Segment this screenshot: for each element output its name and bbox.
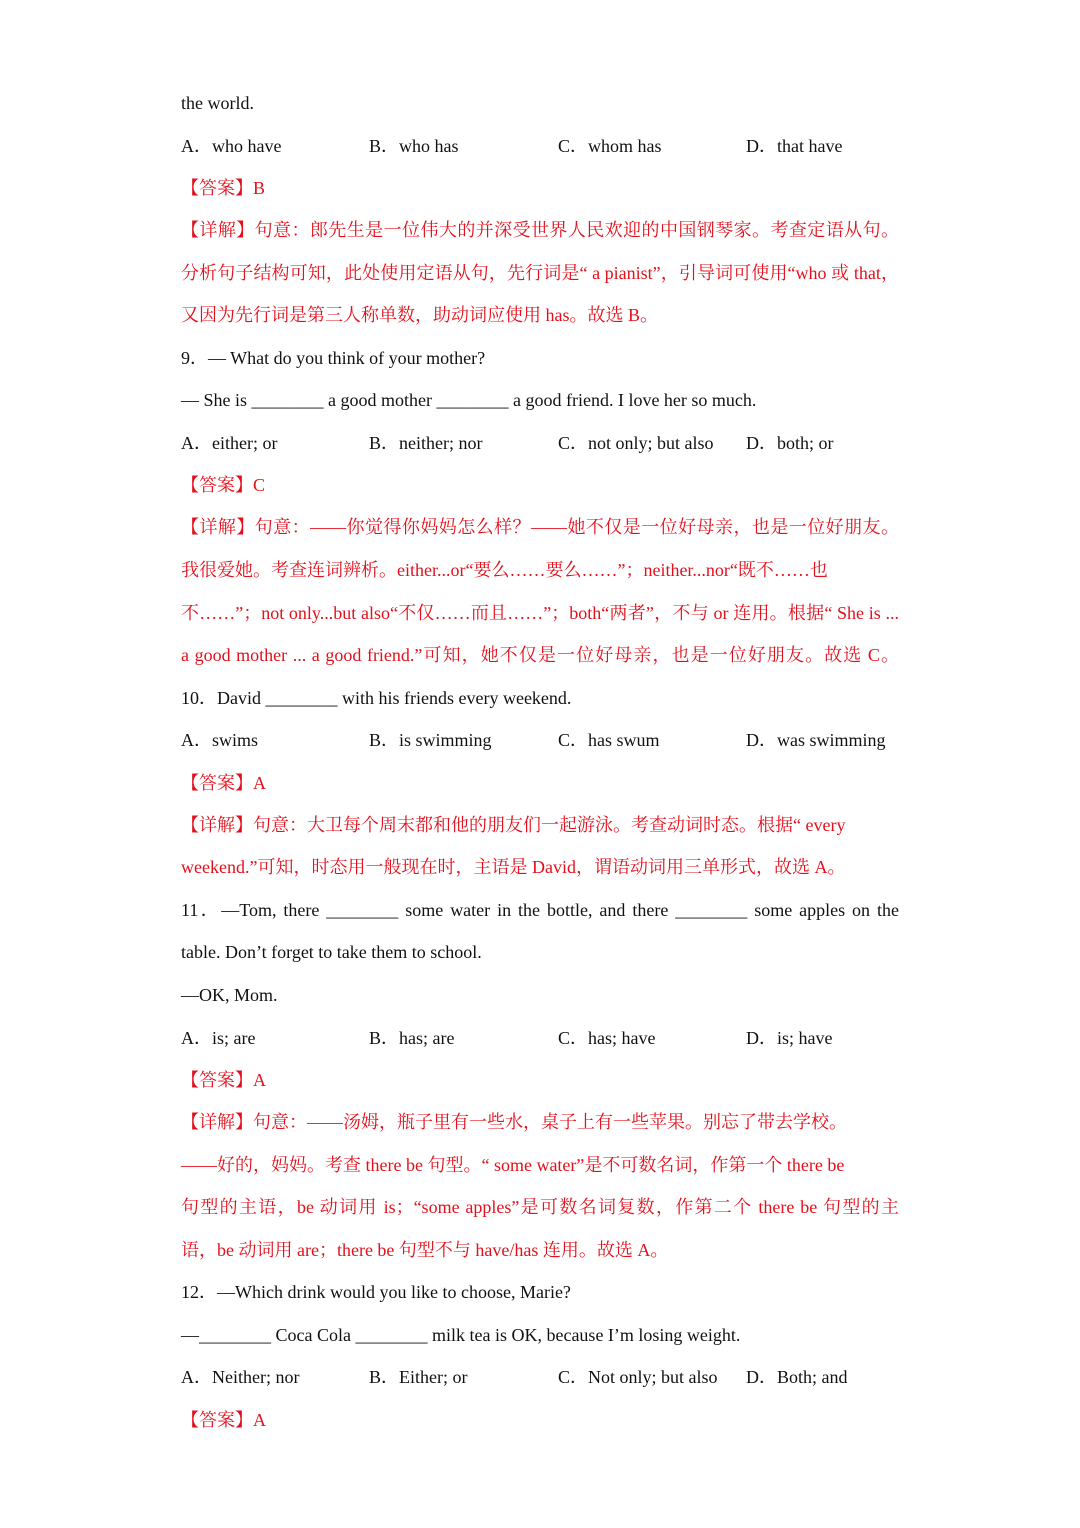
q11-stem-line: table. Don’t forget to take them to school.: [181, 942, 482, 962]
q11-detail-line: 句型的主语，be 动词用 is；“some apples”是可数名词复数，作第二个 there be 句型的主: [181, 1197, 899, 1217]
q12-stem-line: —________ Coca Cola ________ milk tea is OK, because I’m losing weight.: [181, 1325, 741, 1345]
q11-option-c: C．has; have: [558, 1028, 656, 1048]
q8-option-d: D．that have: [746, 136, 843, 156]
q12-answer: 【答案】A: [181, 1410, 266, 1430]
q11-option-b: B．has; are: [369, 1028, 455, 1048]
q11-detail-line: ——好的，妈妈。考查 there be 句型。“ some water”是不可数名词，作第一个 there be: [181, 1155, 845, 1175]
q12-option-a: A．Neither; nor: [181, 1367, 300, 1387]
q8-detail-line: 又因为先行词是第三人称单数，助动词应使用 has。故选 B。: [181, 305, 658, 325]
q8-option-a: A．who have: [181, 136, 282, 156]
q8-answer: 【答案】B: [181, 178, 266, 198]
q10-detail-line: weekend.”可知，时态用一般现在时，主语是 David，谓语动词用三单形式，故选 A。: [181, 857, 846, 877]
q11-option-a: A．is; are: [181, 1028, 256, 1048]
q10-stem-line: 10．David ________ with his friends every weekend.: [181, 688, 572, 708]
q11-option-d: D．is; have: [746, 1028, 833, 1048]
q9-detail-line: 我很爱她。考查连词辨析。either...or“要么……要么……”；neither...nor“既不……也: [181, 560, 828, 580]
q10-detail-line: 【详解】句意：大卫每个周末都和他的朋友们一起游泳。考查动词时态。根据“ every: [181, 815, 846, 835]
q9-option-d: D．both; or: [746, 433, 834, 453]
q10-option-d: D．was swimming: [746, 730, 886, 750]
q12-option-c: C．Not only; but also: [558, 1367, 718, 1387]
q9-detail-line: 【详解】句意：——你觉得你妈妈怎么样？——她不仅是一位好母亲，也是一位好朋友。: [181, 517, 899, 537]
q9-detail-line: 不……”；not only...but also“不仅……而且……”；both“两者”，不与 or 连用。根据“ She is ...: [181, 603, 899, 623]
q9-detail-line: a good mother ... a good friend.”可知，她不仅是一位好母亲，也是一位好朋友。故选 C。: [181, 645, 899, 665]
q9-answer: 【答案】C: [181, 475, 266, 495]
q11-stem-line: —OK, Mom.: [181, 985, 278, 1005]
q8-detail-line: 分析句子结构可知，此处使用定语从句，先行词是“ a pianist”，引导词可使用“who 或 that，: [181, 263, 899, 283]
q11-detail-line: 【详解】句意：——汤姆，瓶子里有一些水，桌子上有一些苹果。别忘了带去学校。: [181, 1112, 847, 1132]
q10-option-a: A．swims: [181, 730, 259, 750]
q9-option-b: B．neither; nor: [369, 433, 483, 453]
q9-option-c: C．not only; but also: [558, 433, 714, 453]
q9-stem-line: — She is ________ a good mother ________ a good friend. I love her so much.: [181, 390, 757, 410]
q12-option-b: B．Either; or: [369, 1367, 468, 1387]
q10-answer: 【答案】A: [181, 773, 266, 793]
q12-stem-line: 12．—Which drink would you like to choose, Marie?: [181, 1282, 571, 1302]
q8-option-b: B．who has: [369, 136, 459, 156]
q12-option-d: D．Both; and: [746, 1367, 848, 1387]
q10-option-c: C．has swum: [558, 730, 660, 750]
q11-stem-line: 11．—Tom, there ________ some water in the bottle, and there ________ some apples on the: [181, 900, 899, 920]
q8-option-c: C．whom has: [558, 136, 662, 156]
q10-option-b: B．is swimming: [369, 730, 492, 750]
q8-detail-line: 【详解】句意：郎先生是一位伟大的并深受世界人民欢迎的中国钢琴家。考查定语从句。: [181, 220, 899, 240]
q9-stem-line: 9．— What do you think of your mother?: [181, 348, 486, 368]
q11-answer: 【答案】A: [181, 1070, 266, 1090]
q11-detail-line: 语，be 动词用 are；there be 句型不与 have/has 连用。故选 A。: [181, 1240, 669, 1260]
q8-stem-end: the world.: [181, 93, 254, 113]
q9-option-a: A．either; or: [181, 433, 278, 453]
